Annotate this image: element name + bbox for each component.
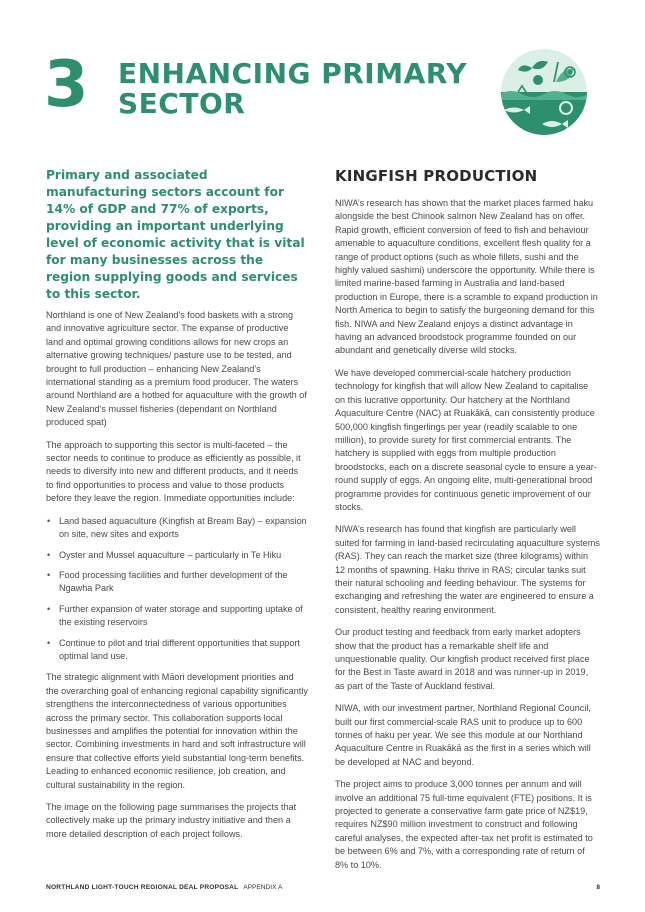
paragraph-market-research: NIWA’s research has shown that the market places farmed haku alongside the best Chinook salmon New Zealand has on offer. Rapid growth, efficient conversion of feed to fish and behaviour amenable to aquaculture conditions, excellent flesh quality for a range of product options (such as whole fillets, sushi and the highly valued sashimi) underscore the opportunity. While there is limited marine-based farming in Australia and land-based production in Europe, there is a scramble to expand production in North America to begin to satisfy the burgeoning demand for this fish. NIWA and New Zealand enjoys a distinct advantage in having an advanced broodstock programme founded on our abundant and genetically diverse wild stocks. [335,198,598,356]
paragraph-following-page: The image on the following page summarises the projects that collectively make up the primary industry initiative and then a more detailed description of each project follows. [46,802,297,839]
chapter-title-line-2: SECTOR [118,87,246,120]
right-column [335,167,600,881]
list-item: • Further expansion of water storage and supporting uptake of the existing reservoirs [47,603,303,628]
page-footer [46,884,600,891]
lead-paragraph: Primary and associated manufacturing sectors account for 14% of GDP and 77% of exports, providing an important underlying level of economic activity that is vital for many businesses across the region supplying goods and services to this sector. [46,168,305,301]
left-column [46,167,308,850]
paragraph-ras-research: NIWA’s research has found that kingfish are particularly well suited for farming in land-based recirculating aquaculture systems (RAS). They can reach the market size (three kilograms) within 12 months of spawning. Haku thrive in RAS; circular tanks suit their natural schooling and feeding behaviour. The systems for exchanging and refreshing the water are engineered to ensure a consistent, healthy rearing environment. [335,524,600,615]
paragraph-approach: The approach to supporting this sector is multi-faceted – the sector needs to continue to produce as efficiently as possible, it needs to diversify into new and different products, and it needs to find opportunities to process and value to those products before they leave the region. Immediate opportunities include: [46,439,301,504]
list-item: • Oyster and Mussel aquaculture – particularly in Te Hiku [47,549,282,560]
paragraph-project-aims: The project aims to produce 3,000 tonnes per annum and will involve an additional 75 full-time equivalent (FTE) positions. It is projected to generate a conservative farm gate price of NZ$19, requires NZ$90 million investment to construct and following careful analyses, the expected after-tax net profit is estimated to be between 6% and 7%, with a corresponding rate of return of 8% to 10%. [335,779,593,870]
opportunities-list [46,515,308,664]
paragraph-northland-food-basket: Northland is one of New Zealand’s food baskets with a strong and innovative agriculture sector. The expanse of productive land and optimal growing conditions allows for new crops an alternative growing techniques/ pasture use to be tested, and brought to full production – enhancing New Zealand’s international standing as a premium food producer. The waters around Northland are a hotbed for aquaculture with the growth of New Zealand’s mussel fisheries (dependant on Northland produced spat) [46,310,307,428]
footer-document-title: NORTHLAND LIGHT-TOUCH REGIONAL DEAL PROPOSAL [46,884,239,891]
chapter-title [118,59,467,119]
chapter-number: 3 [44,48,88,122]
list-item: • Food processing facilities and further development of the Ngawha Park [47,569,288,594]
paragraph-strategic-alignment: The strategic alignment with Māori development priorities and the overarching goal of enhancing regional capability significantly strengthens the interconnectedness of various opportunities across the primary sector. This collaboration supports local businesses and amplifies the potential for innovation within the sector. Combining investments in hard and soft infrastructure will ensure that collective efforts yield substantial long-term benefits. Leading to enhanced economic resilience, job creation, and cultural sustainability in the region. [46,672,308,790]
section-heading: KINGFISH PRODUCTION [335,167,538,185]
page-number: 8 [596,884,600,891]
list-item: • Land based aquaculture (Kingfish at Bream Bay) – expansion on site, new sites and exports [47,515,307,540]
list-item: • Continue to pilot and trial different opportunities that support optimal land use. [47,637,300,661]
footer-appendix: APPENDIX A [243,884,283,891]
chapter-title-line-1: ENHANCING PRIMARY [118,57,468,90]
paragraph-investment-partner: NIWA, with our investment partner, Northland Regional Council, built our first commercial-scale RAS unit to produce up to 600 tonnes of haku per year. We see this module at our Northland Aquaculture Centre in Ruakākā as the first in a series which will be developed at NAC and beyond. [335,703,591,767]
paragraph-product-testing: Our product testing and feedback from early market adopters show that the product has a remarkable shelf life and unquestionable quality. Our kingfish product received first place for the Best in Taste award in 2018 and was runner-up in 2019, as part of the Taste of Auckland festival. [335,627,590,691]
primary-sector-emblem-icon [500,44,588,140]
paragraph-hatchery: We have developed commercial-scale hatchery production technology for kingfish that will allow New Zealand to capitalise on this lucrative opportunity. Our hatchery at the Northland Aquaculture Centre (NAC) at Ruakākā, can consistently produce 500,000 kingfish fingerlings per year (readily scalable to one million), to provide surety for first commercial entrants. The hatchery is supplied with eggs from multiple production broodstocks, each on a discrete seasonal cycle to ensure a year-round supply of eggs. An ongoing elite, multi-generational brood programme provides for continuous genetic improvement of our stocks. [335,367,597,512]
